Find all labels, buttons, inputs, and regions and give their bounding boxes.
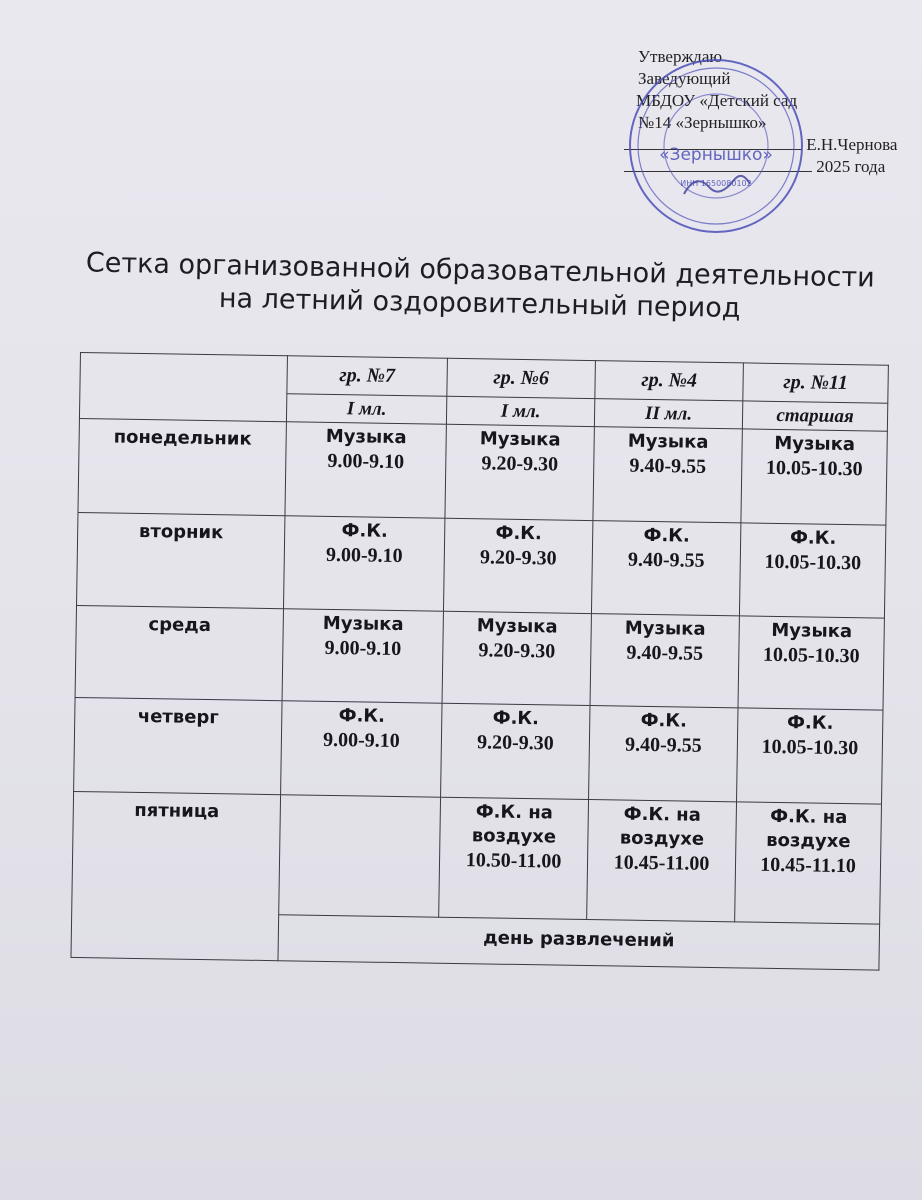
- page-title: [69, 246, 890, 328]
- approval-signature-line: [624, 134, 914, 156]
- date-blank: [624, 157, 812, 172]
- lesson-cell: Ф.К. на воздухе 10.45-11.00: [587, 800, 737, 922]
- schedule-table-wrap: [70, 352, 887, 971]
- group-header-row: [80, 353, 888, 404]
- level-header: II мл.: [594, 399, 742, 429]
- table-row: [77, 512, 886, 618]
- stamp-center-text: «Зернышко»: [659, 145, 773, 165]
- signature-blank: [624, 135, 802, 150]
- level-header: I мл.: [286, 394, 446, 425]
- lesson-cell: Музыка 9.20-9.30: [442, 611, 591, 705]
- lesson-cell: Музыка 9.00-9.10: [282, 609, 443, 704]
- approval-line-2: Заведующий: [638, 69, 731, 88]
- level-header: I мл.: [446, 396, 594, 426]
- lesson-cell: Ф.К. 10.05-10.30: [739, 523, 885, 618]
- approval-year: 2025 года: [816, 157, 886, 176]
- schedule-table: [70, 352, 888, 971]
- approval-block: [624, 46, 914, 178]
- table-row: [75, 605, 884, 710]
- lesson-cell: Музыка 10.05-10.30: [741, 429, 887, 525]
- corner-cell: [79, 353, 287, 422]
- lesson-cell: Ф.К. на воздухе 10.45-11.10: [735, 802, 882, 924]
- lesson-cell: Музыка 9.40-9.55: [593, 427, 742, 523]
- day-cell: среда: [75, 605, 283, 700]
- lesson-cell: Музыка 9.40-9.55: [590, 614, 739, 708]
- day-cell: пятница: [71, 791, 281, 960]
- lesson-cell: Музыка 9.00-9.10: [285, 422, 446, 519]
- lesson-cell: Ф.К. 9.20-9.30: [441, 703, 590, 799]
- title-line-1: Сетка организованной образовательной деятельности: [85, 247, 875, 294]
- lesson-cell: Ф.К. 9.00-9.10: [283, 516, 444, 612]
- day-cell: вторник: [77, 512, 285, 608]
- lesson-cell: Музыка 9.20-9.30: [445, 424, 594, 520]
- group-header: гр. №4: [595, 361, 744, 401]
- signature-scribble: [684, 176, 750, 194]
- level-header: старшая: [742, 401, 887, 431]
- day-cell: понедельник: [78, 418, 286, 515]
- lesson-cell: Ф.К. на воздухе 10.50-11.00: [439, 797, 589, 919]
- lesson-cell: Ф.К. 9.40-9.55: [591, 521, 740, 616]
- approval-line-4: №14 «Зернышко»: [638, 113, 767, 132]
- group-header: гр. №11: [743, 363, 889, 403]
- approval-date-line: [624, 156, 914, 178]
- group-header: гр. №6: [447, 358, 596, 398]
- head-name: Е.Н.Чернова: [806, 135, 898, 154]
- lesson-cell: Ф.К. 9.20-9.30: [443, 518, 592, 613]
- lesson-cell: Ф.К. 10.05-10.30: [737, 708, 883, 804]
- approval-line-1: Утверждаю: [638, 47, 723, 66]
- event-cell: день развлечений: [278, 915, 880, 970]
- lesson-cell-empty: [279, 795, 441, 917]
- table-row: [78, 418, 887, 525]
- table-row: [74, 697, 883, 804]
- approval-line-3: МБДОУ «Детский сад: [636, 91, 798, 110]
- title-line-2: на летний оздоровительный период: [218, 282, 741, 325]
- lesson-cell: Музыка 10.05-10.30: [738, 616, 884, 710]
- stamp-inn: ИНН 1650080102: [680, 179, 752, 188]
- lesson-cell: Ф.К. 9.40-9.55: [589, 706, 738, 802]
- lesson-cell: Ф.К. 9.00-9.10: [281, 701, 442, 798]
- day-cell: четверг: [74, 697, 282, 794]
- group-header: гр. №7: [287, 356, 448, 397]
- friday-row: [72, 791, 882, 924]
